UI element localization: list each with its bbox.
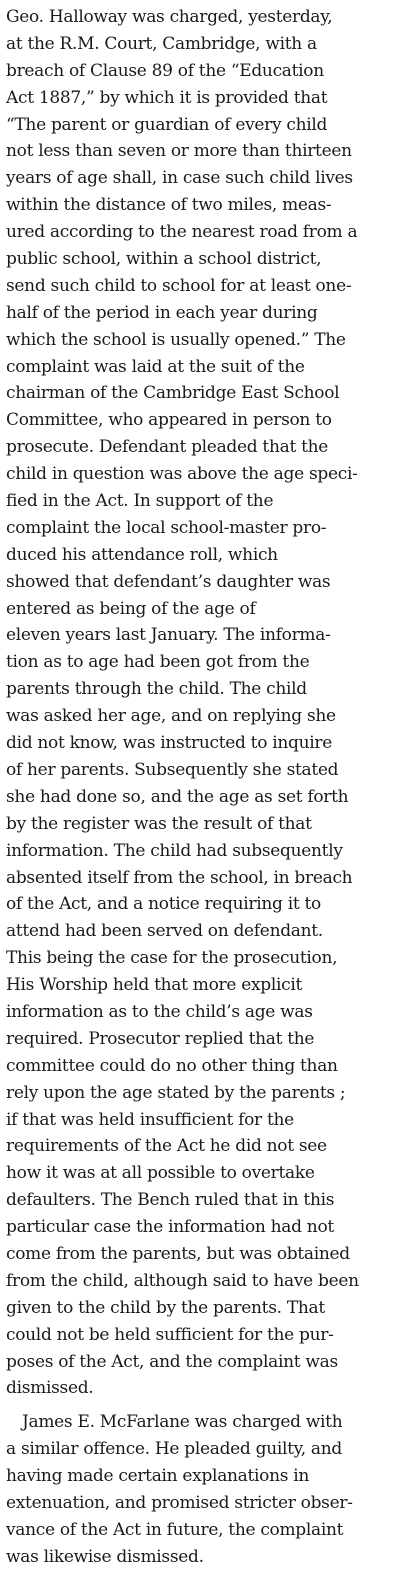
text-line: Committee, who appeared in person to xyxy=(6,410,332,431)
text-line: James E. McFarlane was charged with xyxy=(22,1412,343,1433)
text-line: she had done so, and the age as set forth xyxy=(6,786,349,807)
article-paragraph-2 xyxy=(6,1409,412,1570)
text-line: child in question was above the age speci- xyxy=(6,464,358,485)
text-line: did not know, was instructed to inquire xyxy=(6,733,332,754)
article-column xyxy=(6,4,412,1571)
text-line: a similar offence. He pleaded guilty, and xyxy=(6,1439,342,1460)
text-line: absented itself from the school, in breach xyxy=(6,867,353,888)
text-line: prosecute. Defendant pleaded that the xyxy=(6,437,329,458)
text-line: rely upon the age stated by the parents ; xyxy=(6,1082,346,1103)
text-line: complaint the local school-master pro- xyxy=(6,517,327,538)
text-line: duced his attendance roll, which xyxy=(6,544,278,565)
text-line: attend had been served on defendant. xyxy=(6,921,323,942)
text-line: information as to the child’s age was xyxy=(6,1001,313,1022)
text-line: was likewise dismissed. xyxy=(6,1546,204,1567)
text-line: dismissed. xyxy=(6,1378,94,1399)
text-line: having made certain explanations in xyxy=(6,1466,310,1487)
text-line: given to the child by the parents. That xyxy=(6,1297,325,1318)
text-line: eleven years last January. The informa- xyxy=(6,625,331,646)
text-line: send such child to school for at least one- xyxy=(6,275,352,296)
text-line: required. Prosecutor replied that the xyxy=(6,1028,315,1049)
text-line: breach of Clause 89 of the “Education xyxy=(6,60,324,81)
text-line: not less than seven or more than thirteen xyxy=(6,141,352,162)
text-line: of her parents. Subsequently she stated xyxy=(6,759,339,780)
text-line: Act 1887,” by which it is provided that xyxy=(6,87,328,108)
text-line: poses of the Act, and the complaint was xyxy=(6,1351,338,1372)
text-line: tion as to age had been got from the xyxy=(6,652,310,673)
text-line: how it was at all possible to overtake xyxy=(6,1163,315,1184)
text-line: entered as being of the age of xyxy=(6,598,256,619)
text-line: complaint was laid at the suit of the xyxy=(6,356,305,377)
text-line: ured according to the nearest road from a xyxy=(6,222,358,243)
text-line: if that was held insufficient for the xyxy=(6,1109,294,1130)
text-line: particular case the information had not xyxy=(6,1217,334,1238)
article-paragraph-1 xyxy=(6,4,412,1402)
text-line: committee could do no other thing than xyxy=(6,1055,338,1076)
text-line: information. The child had subsequently xyxy=(6,840,343,861)
text-line: years of age shall, in case such child lives xyxy=(6,168,353,189)
text-line: was asked her age, and on replying she xyxy=(6,706,336,727)
text-line: could not be held sufficient for the pur- xyxy=(6,1324,334,1345)
text-line: showed that defendant’s daughter was xyxy=(6,571,331,592)
text-line: half of the period in each year during xyxy=(6,302,318,323)
text-line: “The parent or guardian of every child xyxy=(6,114,328,135)
text-line: vance of the Act in future, the complaint xyxy=(6,1519,344,1540)
text-line: requirements of the Act he did not see xyxy=(6,1136,327,1157)
text-line: defaulters. The Bench ruled that in this xyxy=(6,1190,335,1211)
text-line: This being the case for the prosecution, xyxy=(6,948,338,969)
text-line: His Worship held that more explicit xyxy=(6,975,302,996)
text-line: which the school is usually opened.” The xyxy=(6,329,346,350)
text-line: by the register was the result of that xyxy=(6,813,312,834)
text-line: at the R.M. Court, Cambridge, with a xyxy=(6,33,317,54)
text-line: within the distance of two miles, meas- xyxy=(6,195,332,216)
text-line: of the Act, and a notice requiring it to xyxy=(6,894,321,915)
text-line: Geo. Halloway was charged, yesterday, xyxy=(6,7,333,27)
text-line: public school, within a school district, xyxy=(6,249,322,270)
text-line: parents through the child. The child xyxy=(6,679,307,700)
text-line: fied in the Act. In support of the xyxy=(6,491,274,512)
text-line: from the child, although said to have been xyxy=(6,1270,359,1291)
text-line: extenuation, and promised stricter obser- xyxy=(6,1492,353,1513)
text-line: come from the parents, but was obtained xyxy=(6,1243,350,1264)
text-line: chairman of the Cambridge East School xyxy=(6,383,340,404)
